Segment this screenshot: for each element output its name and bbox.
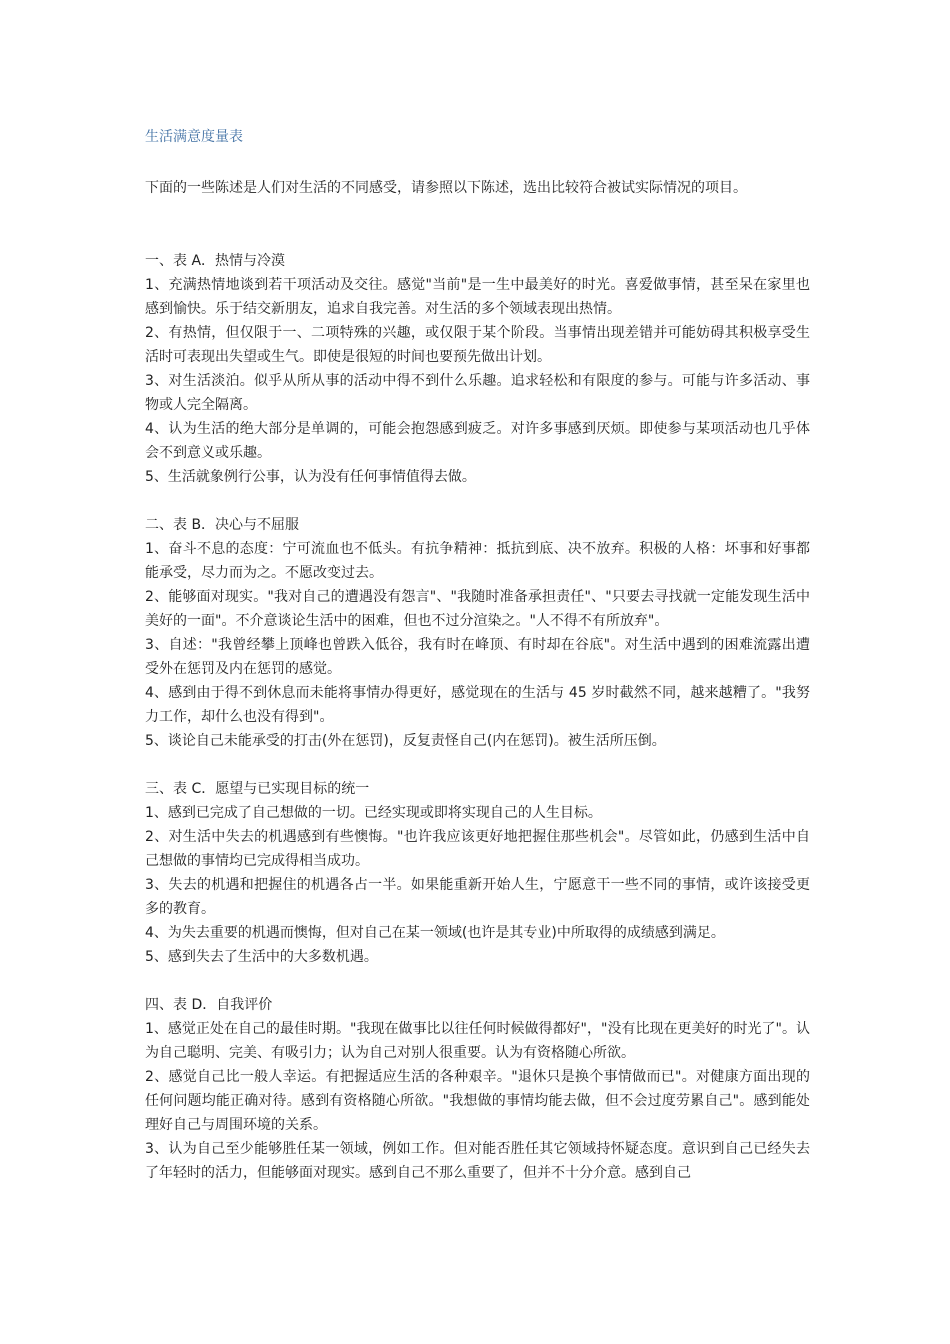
list-item: 1、奋斗不息的态度：宁可流血也不低头。有抗争精神：抵抗到底、决不放弃。积极的人格：坏事和好事都能承受，尽力而为之。不愿改变过去。 bbox=[145, 541, 810, 581]
list-item: 5、生活就象例行公事，认为没有任何事情值得去做。 bbox=[145, 469, 476, 485]
sections-container bbox=[145, 249, 810, 1209]
list-item: 1、充满热情地谈到若干项活动及交往。感觉"当前"是一生中最美好的时光。喜爱做事情，甚至呆在家里也感到愉快。乐于结交新朋友，追求自我完善。对生活的多个领域表现出热情。 bbox=[145, 277, 810, 317]
list-item: 4、为失去重要的机遇而懊悔，但对自己在某一领域(也许是其专业)中所取得的成绩感到满足。 bbox=[145, 925, 725, 941]
list-item: 4、感到由于得不到休息而未能将事情办得更好，感觉现在的生活与 45 岁时截然不同，越来越糟了。"我努力工作，却什么也没有得到"。 bbox=[145, 685, 810, 725]
list-item: 2、感觉自己比一般人幸运。有把握适应生活的各种艰辛。"退休只是换个事情做而已"。对健康方面出现的任何问题均能正确对待。感到有资格随心所欲。"我想做的事情均能去做，但不会过度劳累自己"。感到能处理好自己与周围环境的关系。 bbox=[145, 1069, 810, 1133]
section-heading: 二、表 B．决心与不屈服 bbox=[145, 517, 300, 533]
section-a bbox=[145, 249, 810, 489]
section-d bbox=[145, 993, 810, 1185]
list-item: 5、感到失去了生活中的大多数机遇。 bbox=[145, 949, 378, 965]
list-item: 2、能够面对现实。"我对自己的遭遇没有怨言"、"我随时准备承担责任"、"只要去寻找就一定能发现生活中美好的一面"。不介意谈论生活中的困难，但也不过分渲染之。"人不得不有所放弃"。 bbox=[145, 589, 810, 629]
section-c bbox=[145, 777, 810, 969]
list-item: 3、认为自己至少能够胜任某一领域，例如工作。但对能否胜任其它领域持怀疑态度。意识到自己已经失去了年轻时的活力，但能够面对现实。感到自己不那么重要了，但并不十分介意。感到自己 bbox=[145, 1141, 810, 1181]
list-item: 1、感觉正处在自己的最佳时期。"我现在做事比以往任何时候做得都好"，"没有比现在更美好的时光了"。认为自己聪明、完美、有吸引力；认为自己对别人很重要。认为有资格随心所欲。 bbox=[145, 1021, 810, 1061]
list-item: 5、谈论自己未能承受的打击(外在惩罚)，反复责怪自己(内在惩罚)。被生活所压倒。 bbox=[145, 733, 666, 749]
list-item: 2、有热情，但仅限于一、二项特殊的兴趣，或仅限于某个阶段。当事情出现差错并可能妨碍其积极享受生活时可表现出失望或生气。即使是很短的时间也要预先做出计划。 bbox=[145, 325, 810, 365]
section-heading: 一、表 A．热情与冷漠 bbox=[145, 253, 286, 269]
list-item: 3、失去的机遇和把握住的机遇各占一半。如果能重新开始人生，宁愿意干一些不同的事情，或许该接受更多的教育。 bbox=[145, 877, 810, 917]
section-heading: 三、表 C．愿望与已实现目标的统一 bbox=[145, 781, 370, 797]
section-b bbox=[145, 513, 810, 753]
document-title: 生活满意度量表 bbox=[145, 129, 243, 145]
list-item: 2、对生活中失去的机遇感到有些懊悔。"也许我应该更好地把握住那些机会"。尽管如此，仍感到生活中自己想做的事情均已完成得相当成功。 bbox=[145, 829, 810, 869]
list-item: 3、对生活淡泊。似乎从所从事的活动中得不到什么乐趣。追求轻松和有限度的参与。可能与许多活动、事物或人完全隔离。 bbox=[145, 373, 810, 413]
list-item: 4、认为生活的绝大部分是单调的，可能会抱怨感到疲乏。对许多事感到厌烦。即使参与某项活动也几乎体会不到意义或乐趣。 bbox=[145, 421, 810, 461]
list-item: 3、自述："我曾经攀上顶峰也曾跌入低谷，我有时在峰顶、有时却在谷底"。对生活中遇到的困难流露出遭受外在惩罚及内在惩罚的感觉。 bbox=[145, 637, 810, 677]
section-heading: 四、表 D．自我评价 bbox=[145, 997, 273, 1013]
intro-paragraph: 下面的一些陈述是人们对生活的不同感受，请参照以下陈述，选出比较符合被试实际情况的项目。 bbox=[145, 180, 747, 196]
list-item: 1、感到已完成了自己想做的一切。已经实现或即将实现自己的人生目标。 bbox=[145, 805, 602, 821]
